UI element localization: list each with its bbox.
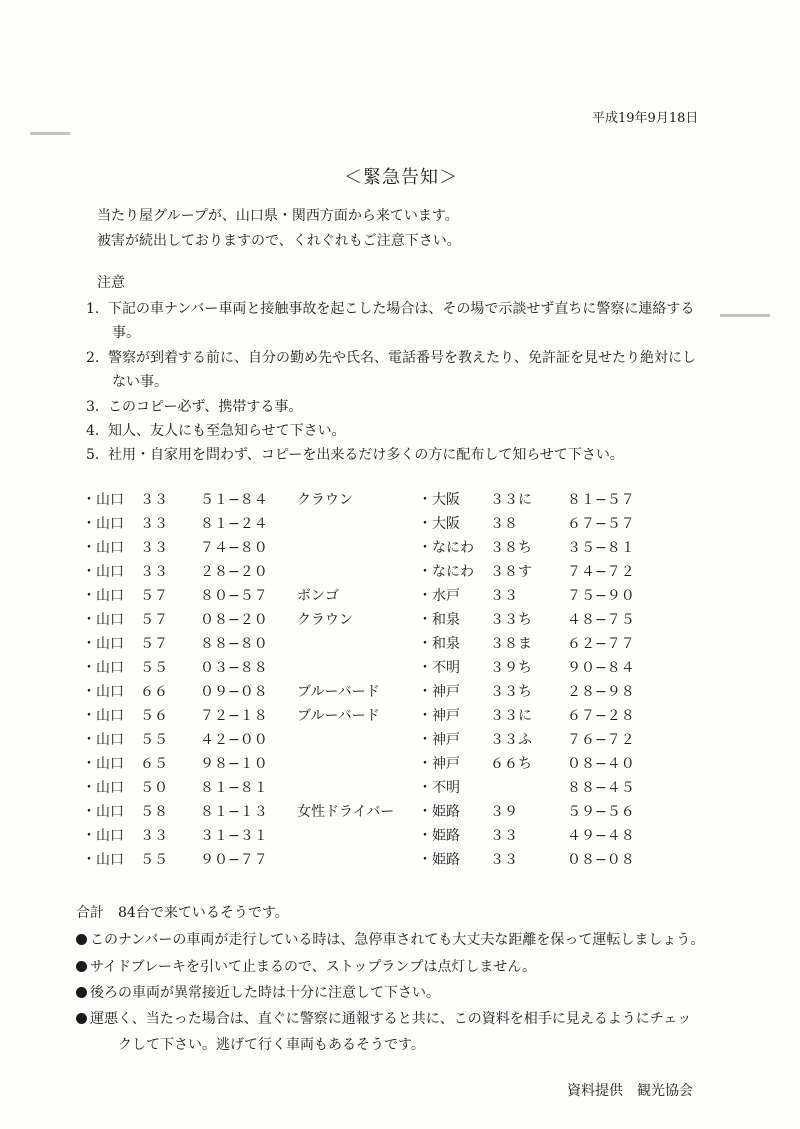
caution-heading: 注意 bbox=[97, 275, 125, 291]
plate-area-right: ・大阪 bbox=[418, 516, 460, 532]
plate-area-right: ・大阪 bbox=[418, 492, 460, 508]
plate-class-right: ３３に bbox=[490, 492, 532, 508]
caution-item-text: このコピー必ず、携帯する事。 bbox=[108, 399, 303, 415]
plate-number-left: ８０−５７ bbox=[200, 588, 268, 604]
plate-row bbox=[0, 849, 800, 873]
plate-area-left: ・山口 bbox=[82, 684, 124, 700]
plate-number-right: ９０−８４ bbox=[567, 660, 635, 676]
plate-area-left: ・山口 bbox=[82, 804, 124, 820]
plate-area-right: ・なにわ bbox=[418, 540, 474, 556]
caution-item-text: 知人、友人にも至急知らせて下さい。 bbox=[108, 423, 346, 439]
plate-number-left: ５１−８４ bbox=[200, 492, 268, 508]
plate-area-right: ・姫路 bbox=[418, 852, 460, 868]
plate-area-left: ・山口 bbox=[82, 756, 124, 772]
plate-number-right: ７６−７２ bbox=[567, 732, 635, 748]
plate-number-right: ４９−４８ bbox=[567, 828, 635, 844]
scan-smudge bbox=[30, 132, 70, 135]
advice-item-4 bbox=[76, 1008, 692, 1053]
plate-area-right: ・神戸 bbox=[418, 756, 460, 772]
plate-class-left: ３３ bbox=[140, 540, 168, 556]
bullet-icon bbox=[76, 934, 87, 945]
caution-item-continuation: ない事。 bbox=[112, 374, 168, 390]
plate-row bbox=[0, 801, 800, 825]
vehicle-note: ブルーバード bbox=[297, 684, 380, 700]
plate-number-left: ０９−０８ bbox=[200, 684, 268, 700]
plate-row bbox=[0, 537, 800, 561]
source-credit: 資料提供 観光協会 bbox=[567, 1083, 693, 1099]
caution-item-number: 5. bbox=[86, 447, 100, 463]
vehicle-note: クラウン bbox=[297, 492, 353, 508]
plate-area-left: ・山口 bbox=[82, 660, 124, 676]
vehicle-note: ボンゴ bbox=[297, 588, 339, 604]
plate-class-right: ３３に bbox=[490, 708, 532, 724]
plate-row bbox=[0, 513, 800, 537]
caution-item-3 bbox=[86, 396, 302, 416]
plate-number-right: ０８−０８ bbox=[567, 852, 635, 868]
plate-area-left: ・山口 bbox=[82, 588, 124, 604]
plate-class-right: ３８す bbox=[490, 564, 532, 580]
advice-item-1 bbox=[76, 929, 704, 949]
plate-class-right: ３９ bbox=[490, 804, 518, 820]
caution-item-number: 2. bbox=[86, 350, 100, 366]
plate-class-left: ６５ bbox=[140, 756, 168, 772]
plate-class-right: ６６ち bbox=[490, 756, 532, 772]
plate-number-left: ３１−３１ bbox=[200, 828, 268, 844]
caution-item-number: 3. bbox=[86, 399, 100, 415]
caution-item-text: 社用・自家用を問わず、コピーを出来るだけ多くの方に配布して知らせて下さい。 bbox=[108, 447, 624, 463]
advice-item-text: 後ろの車両が異常接近した時は十分に注意して下さい。 bbox=[90, 985, 440, 1001]
plate-row bbox=[0, 657, 800, 681]
plate-row bbox=[0, 633, 800, 657]
plate-area-right: ・姫路 bbox=[418, 804, 460, 820]
plate-area-right: ・神戸 bbox=[418, 732, 460, 748]
plate-area-right: ・和泉 bbox=[418, 612, 460, 628]
advice-item-3 bbox=[76, 982, 440, 1002]
plate-area-right: ・なにわ bbox=[418, 564, 474, 580]
plate-number-right: ３５−８１ bbox=[567, 540, 635, 556]
plate-class-right: ３３ bbox=[490, 588, 518, 604]
advice-item-continuation: クして下さい。逃げて行く車両もあるそうです。 bbox=[118, 1037, 425, 1053]
plate-area-left: ・山口 bbox=[82, 828, 124, 844]
plate-number-left: ２８−２０ bbox=[200, 564, 268, 580]
plate-number-left: ０８−２０ bbox=[200, 612, 268, 628]
total-count: 合計 84台で来ているそうです。 bbox=[76, 905, 289, 921]
plate-area-right: ・神戸 bbox=[418, 708, 460, 724]
plate-number-right: ７４−７２ bbox=[567, 564, 635, 580]
plate-area-right: ・和泉 bbox=[418, 636, 460, 652]
notice-title: ＜緊急告知＞ bbox=[344, 167, 458, 188]
plate-class-left: ５５ bbox=[140, 660, 168, 676]
plate-row bbox=[0, 585, 800, 609]
plate-class-right: ３３ち bbox=[490, 612, 532, 628]
plate-number-left: ８１−８１ bbox=[200, 780, 268, 796]
plate-area-left: ・山口 bbox=[82, 780, 124, 796]
advice-item-2 bbox=[76, 956, 536, 976]
plate-area-right: ・水戸 bbox=[418, 588, 460, 604]
plate-number-right: ６７−２８ bbox=[567, 708, 635, 724]
caution-item-text: 警察が到着する前に、自分の勤め先や氏名、電話番号を教えたり、免許証を見せたり絶対にし bbox=[108, 350, 696, 366]
plate-number-left: ４２−００ bbox=[200, 732, 268, 748]
plate-number-right: ０８−４０ bbox=[567, 756, 635, 772]
plate-number-left: ９８−１０ bbox=[200, 756, 268, 772]
plate-area-left: ・山口 bbox=[82, 612, 124, 628]
plate-area-left: ・山口 bbox=[82, 852, 124, 868]
intro-line-1: 当たり屋グループが、山口県・関西方面から来ています。 bbox=[97, 208, 459, 224]
plate-class-left: ５５ bbox=[140, 852, 168, 868]
plate-area-right: ・姫路 bbox=[418, 828, 460, 844]
plate-area-left: ・山口 bbox=[82, 636, 124, 652]
plate-number-right: ８８−４５ bbox=[567, 780, 635, 796]
caution-item-number: 1. bbox=[86, 301, 100, 317]
caution-item-2 bbox=[86, 347, 696, 390]
caution-item-continuation: 事。 bbox=[112, 325, 140, 341]
plate-number-right: ５９−５６ bbox=[567, 804, 635, 820]
plate-row bbox=[0, 705, 800, 729]
caution-item-1 bbox=[86, 298, 695, 341]
document-date: 平成19年9月18日 bbox=[592, 111, 699, 126]
plate-class-left: ５７ bbox=[140, 612, 168, 628]
bullet-icon bbox=[76, 1013, 87, 1024]
plate-class-right: ３９ち bbox=[490, 660, 532, 676]
plate-row bbox=[0, 825, 800, 849]
plate-area-left: ・山口 bbox=[82, 516, 124, 532]
plate-class-left: ３３ bbox=[140, 492, 168, 508]
caution-item-text: 下記の車ナンバー車両と接触事故を起こした場合は、その場で示談せず直ちに警察に連絡する bbox=[108, 301, 695, 317]
plate-number-left: ８１−１３ bbox=[200, 804, 268, 820]
vehicle-note: ブルーバード bbox=[297, 708, 380, 724]
plate-class-right: ３８ま bbox=[490, 636, 532, 652]
plate-number-right: ７５−９０ bbox=[567, 588, 635, 604]
plate-class-right: ３３ふ bbox=[490, 732, 532, 748]
plate-number-left: ７４−８０ bbox=[200, 540, 268, 556]
plate-number-left: ８８−８０ bbox=[200, 636, 268, 652]
plate-row bbox=[0, 561, 800, 585]
plate-class-left: ３３ bbox=[140, 828, 168, 844]
plate-class-left: ３３ bbox=[140, 564, 168, 580]
plate-area-left: ・山口 bbox=[82, 540, 124, 556]
vehicle-note: クラウン bbox=[297, 612, 353, 628]
plate-class-right: ３８ち bbox=[490, 540, 532, 556]
plate-number-left: ０３−８８ bbox=[200, 660, 268, 676]
plate-area-left: ・山口 bbox=[82, 492, 124, 508]
plate-number-right: ８１−５７ bbox=[567, 492, 635, 508]
plate-number-left: ９０−７７ bbox=[200, 852, 268, 868]
vehicle-note: 女性ドライバー bbox=[297, 804, 395, 820]
plate-number-right: ２８−９８ bbox=[567, 684, 635, 700]
bullet-icon bbox=[76, 987, 87, 998]
plate-area-left: ・山口 bbox=[82, 708, 124, 724]
plate-class-right: ３３ち bbox=[490, 684, 532, 700]
plate-class-right: ３３ bbox=[490, 852, 518, 868]
plate-area-right: ・不明 bbox=[418, 660, 460, 676]
plate-area-left: ・山口 bbox=[82, 564, 124, 580]
bullet-icon bbox=[76, 961, 87, 972]
intro-line-2: 被害が続出しておりますので、くれぐれもご注意下さい。 bbox=[97, 233, 461, 249]
caution-item-number: 4. bbox=[86, 423, 100, 439]
plate-class-left: ６６ bbox=[140, 684, 168, 700]
caution-item-4 bbox=[86, 420, 346, 440]
plate-class-right: ３３ bbox=[490, 828, 518, 844]
plate-class-left: ５５ bbox=[140, 732, 168, 748]
plate-class-left: ５６ bbox=[140, 708, 168, 724]
plate-class-left: ３３ bbox=[140, 516, 168, 532]
plate-row bbox=[0, 777, 800, 801]
advice-item-text: サイドブレーキを引いて止まるので、ストップランプは点灯しません。 bbox=[90, 959, 537, 975]
plate-row bbox=[0, 609, 800, 633]
advice-item-text: このナンバーの車両が走行している時は、急停車されても大丈夫な距離を保って運転しましょう。 bbox=[90, 932, 705, 948]
plate-number-right: ４８−７５ bbox=[567, 612, 635, 628]
plate-class-left: ５８ bbox=[140, 804, 168, 820]
plate-class-left: ５７ bbox=[140, 636, 168, 652]
plate-number-right: ６７−５７ bbox=[567, 516, 635, 532]
advice-item-text: 運悪く、当たった場合は、直ぐに警察に通報すると共に、この資料を相手に見えるようにチェッ bbox=[90, 1011, 692, 1027]
plate-class-left: ５０ bbox=[140, 780, 168, 796]
plate-row bbox=[0, 729, 800, 753]
plate-number-left: ７２−１８ bbox=[200, 708, 268, 724]
plate-class-left: ５７ bbox=[140, 588, 168, 604]
plate-area-right: ・不明 bbox=[418, 780, 460, 796]
plate-area-left: ・山口 bbox=[82, 732, 124, 748]
caution-item-5 bbox=[86, 444, 624, 464]
plate-row bbox=[0, 753, 800, 777]
plate-class-right: ３８ bbox=[490, 516, 518, 532]
plate-row bbox=[0, 681, 800, 705]
plate-row bbox=[0, 489, 800, 513]
plate-number-right: ６２−７７ bbox=[567, 636, 635, 652]
scan-smudge bbox=[720, 314, 770, 317]
plate-number-left: ８１−２４ bbox=[200, 516, 268, 532]
plate-area-right: ・神戸 bbox=[418, 684, 460, 700]
